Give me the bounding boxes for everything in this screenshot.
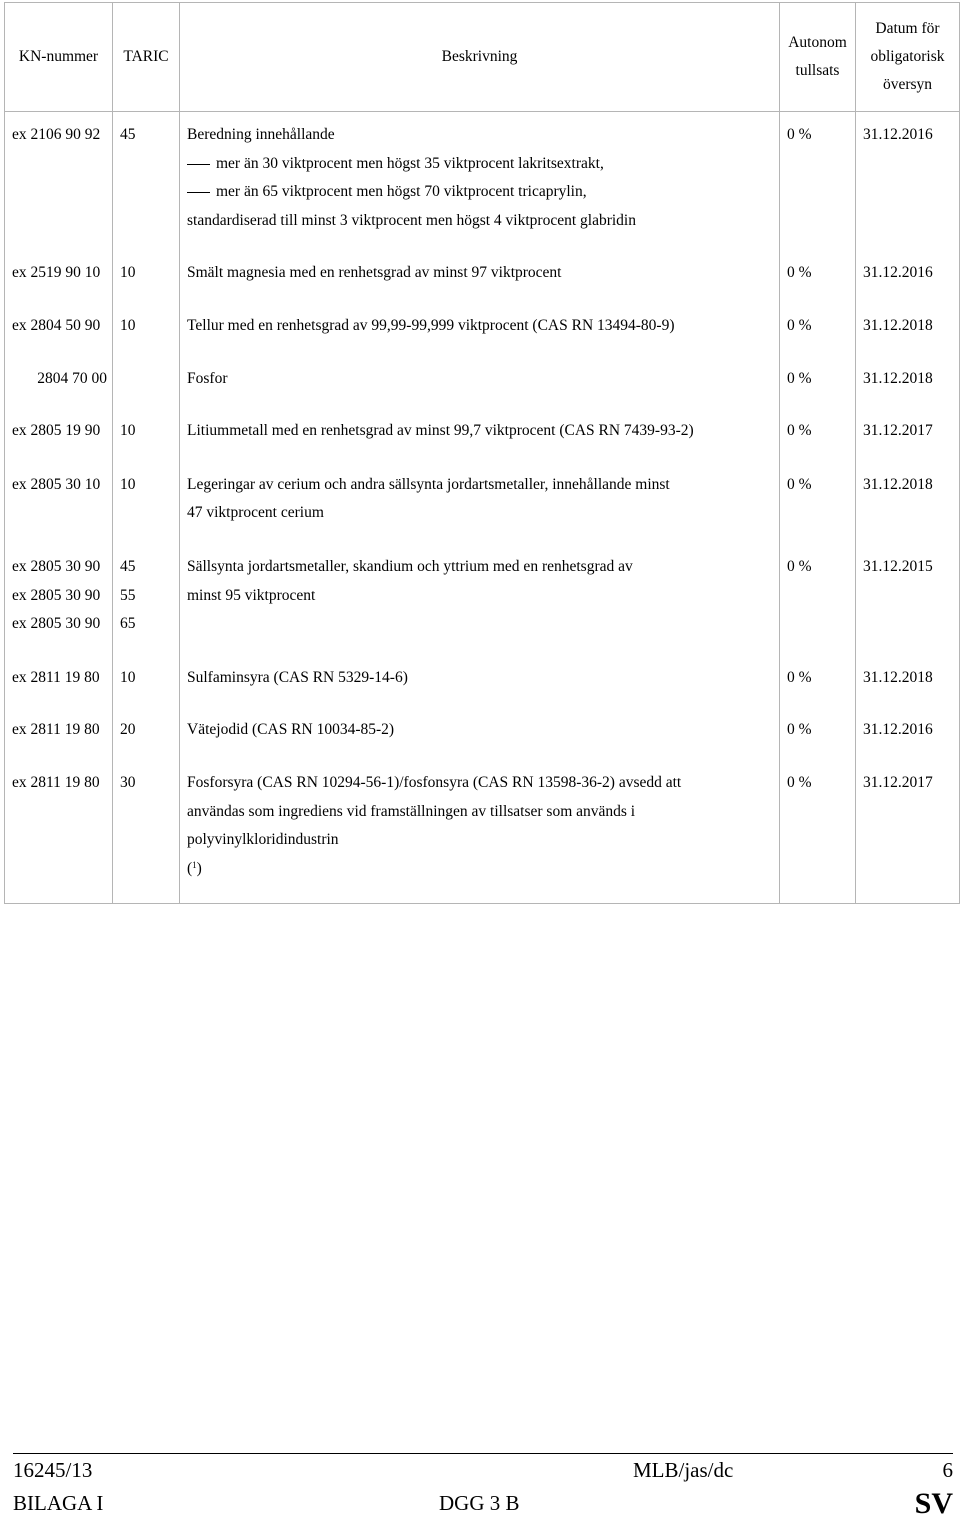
kn-code: ex 2811 19 80 <box>12 773 100 791</box>
kn-cell <box>5 528 113 639</box>
date-cell <box>856 235 960 288</box>
description-line: Smält magnesia med en renhetsgrad av minst 97 viktprocent <box>187 264 562 282</box>
review-date: 31.12.2017 <box>863 773 933 791</box>
taric-cell <box>113 341 180 394</box>
review-date: 31.12.2018 <box>863 475 933 493</box>
date-cell <box>856 446 960 528</box>
table-row <box>5 639 960 693</box>
rate-cell <box>780 446 856 528</box>
directorate-code: DGG 3 B <box>439 1491 520 1515</box>
description-line: Fosforsyra (CAS RN 10294-56-1)/fosfonsyra (CAS RN 13598-36-2) avsedd att <box>187 773 682 791</box>
header-autonom-tullsats <box>780 3 856 112</box>
description-line: Legeringar av cerium och andra sällsynta jordartsmetaller, innehållande minst <box>187 475 670 493</box>
taric-code: 10 <box>120 475 136 493</box>
kn-code: 2804 70 00 <box>37 369 107 387</box>
description-line-text: mer än 65 viktprocent men högst 70 viktprocent tricaprylin, <box>216 183 587 201</box>
description-line: Vätejodid (CAS RN 10034-85-2) <box>187 721 395 739</box>
duty-rate: 0 % <box>787 721 812 739</box>
table-row <box>5 745 960 904</box>
description-cell <box>180 692 780 745</box>
duty-rate: 0 % <box>787 126 812 143</box>
rate-cell <box>780 692 856 745</box>
kn-cell <box>5 235 113 288</box>
kn-cell <box>5 446 113 528</box>
table-header-row <box>5 3 960 112</box>
taric-code: 55 <box>120 586 136 604</box>
author-initials: MLB/jas/dc <box>633 1458 734 1482</box>
date-cell <box>856 745 960 904</box>
description-cell <box>180 528 780 639</box>
rate-cell <box>780 528 856 639</box>
kn-cell <box>5 341 113 394</box>
kn-code: ex 2805 30 10 <box>12 475 101 493</box>
kn-code: ex 2804 50 90 <box>12 316 101 334</box>
tariff-table <box>4 2 960 904</box>
footer-row-2 <box>13 1487 953 1520</box>
language-code: SV <box>914 1487 953 1520</box>
table-row <box>5 235 960 288</box>
date-cell <box>856 528 960 639</box>
description-line-text: mer än 30 viktprocent men högst 35 viktprocent lakritsextrakt, <box>216 154 604 172</box>
footer-row-1 <box>13 1454 953 1487</box>
description-cell <box>180 112 780 236</box>
description-cell <box>180 288 780 341</box>
page-number: 6 <box>942 1458 953 1482</box>
annex-label: BILAGA I <box>13 1491 104 1515</box>
kn-cell <box>5 639 113 693</box>
rate-cell <box>780 639 856 693</box>
description-line: Sulfaminsyra (CAS RN 5329-14-6) <box>187 668 408 686</box>
taric-cell <box>113 393 180 446</box>
table-row <box>5 288 960 341</box>
rate-cell <box>780 235 856 288</box>
description-line: 47 viktprocent cerium <box>187 504 324 522</box>
kn-code: ex 2805 19 90 <box>12 422 101 440</box>
description-line <box>187 178 779 207</box>
taric-code: 65 <box>120 615 136 633</box>
review-date: 31.12.2016 <box>863 264 933 282</box>
taric-cell <box>113 528 180 639</box>
table-row <box>5 446 960 528</box>
duty-rate: 0 % <box>787 369 812 387</box>
duty-rate: 0 % <box>787 557 812 575</box>
table-row <box>5 692 960 745</box>
document-number: 16245/13 <box>13 1458 93 1482</box>
description-line: användas som ingrediens vid framställningen av tillsatser som används i <box>187 802 636 820</box>
date-cell <box>856 393 960 446</box>
description-line: minst 95 viktprocent <box>187 586 316 604</box>
duty-rate: 0 % <box>787 316 812 334</box>
date-cell <box>856 639 960 693</box>
taric-code: 20 <box>120 721 136 739</box>
date-cell <box>856 112 960 236</box>
taric-code: 10 <box>120 316 136 334</box>
rate-cell <box>780 288 856 341</box>
rate-cell <box>780 112 856 236</box>
page-footer <box>13 1453 953 1520</box>
kn-cell <box>5 112 113 236</box>
date-cell <box>856 692 960 745</box>
duty-rate: 0 % <box>787 475 812 493</box>
header-datum-for-oversyn <box>856 3 960 112</box>
taric-code: 10 <box>120 668 136 686</box>
review-date: 31.12.2018 <box>863 668 933 686</box>
taric-cell <box>113 639 180 693</box>
description-cell <box>180 446 780 528</box>
description-line: polyvinylkloridindustrin <box>187 831 339 849</box>
taric-cell <box>113 288 180 341</box>
rate-cell <box>780 393 856 446</box>
kn-code: ex 2106 90 92 <box>12 126 101 143</box>
duty-rate: 0 % <box>787 773 812 791</box>
description-line: Fosfor <box>187 369 228 387</box>
table-row <box>5 528 960 639</box>
taric-cell <box>113 235 180 288</box>
footnote-reference: ($^1$) <box>187 859 202 877</box>
footnote-number: 1 <box>192 859 197 870</box>
taric-code: 45 <box>120 557 136 575</box>
description-line: Beredning innehållande <box>187 126 335 143</box>
date-cell <box>856 341 960 394</box>
taric-cell <box>113 446 180 528</box>
taric-code: 30 <box>120 773 136 791</box>
taric-cell <box>113 112 180 236</box>
duty-rate: 0 % <box>787 668 812 686</box>
table-row <box>5 112 960 236</box>
review-date: 31.12.2018 <box>863 316 933 334</box>
kn-cell <box>5 393 113 446</box>
kn-code: ex 2805 30 90 <box>12 586 101 604</box>
header-date-line-3: översyn <box>882 76 933 93</box>
kn-code: ex 2811 19 80 <box>12 721 100 739</box>
review-date: 31.12.2015 <box>863 557 933 575</box>
description-line: standardiserad till minst 3 viktprocent men högst 4 viktprocent glabridin <box>187 211 636 229</box>
rate-cell <box>780 745 856 904</box>
description-line: Litiummetall med en renhetsgrad av minst 99,7 viktprocent (CAS RN 7439-93-2) <box>187 422 694 440</box>
kn-cell <box>5 692 113 745</box>
taric-code: 10 <box>120 422 136 440</box>
review-date: 31.12.2018 <box>863 369 933 387</box>
description-line: Sällsynta jordartsmetaller, skandium och yttrium med en renhetsgrad av <box>187 557 633 575</box>
header-date-line-2: obligatorisk <box>870 48 945 65</box>
description-cell <box>180 341 780 394</box>
review-date: 31.12.2016 <box>863 126 933 143</box>
kn-code: ex 2805 30 90 <box>12 557 101 575</box>
table-row <box>5 393 960 446</box>
kn-cell <box>5 288 113 341</box>
header-date-line-1: Datum för <box>875 20 940 37</box>
description-cell <box>180 393 780 446</box>
date-cell <box>856 288 960 341</box>
taric-cell <box>113 692 180 745</box>
kn-cell <box>5 745 113 904</box>
dash-bullet <box>187 192 210 193</box>
taric-code: 45 <box>120 126 136 143</box>
header-rate-line-1: Autonom <box>788 34 847 51</box>
rate-cell <box>780 341 856 394</box>
description-cell <box>180 235 780 288</box>
header-beskrivning: Beskrivning <box>180 3 780 112</box>
description-line: Tellur med en renhetsgrad av 99,99-99,999 viktprocent (CAS RN 13494-80-9) <box>187 316 675 334</box>
kn-code: ex 2805 30 90 <box>12 615 101 633</box>
kn-code: ex 2811 19 80 <box>12 668 100 686</box>
description-cell <box>180 745 780 904</box>
header-kn-nummer: KN-nummer <box>5 3 113 112</box>
review-date: 31.12.2016 <box>863 721 933 739</box>
kn-code: ex 2519 90 10 <box>12 264 101 282</box>
dash-bullet <box>187 164 210 165</box>
taric-code: 10 <box>120 264 136 282</box>
duty-rate: 0 % <box>787 264 812 282</box>
description-line <box>187 150 779 179</box>
description-cell <box>180 639 780 693</box>
table-row <box>5 341 960 394</box>
header-rate-line-2: tullsats <box>795 62 840 79</box>
header-taric: TARIC <box>113 3 180 112</box>
review-date: 31.12.2017 <box>863 422 933 440</box>
taric-cell <box>113 745 180 904</box>
duty-rate: 0 % <box>787 422 812 440</box>
